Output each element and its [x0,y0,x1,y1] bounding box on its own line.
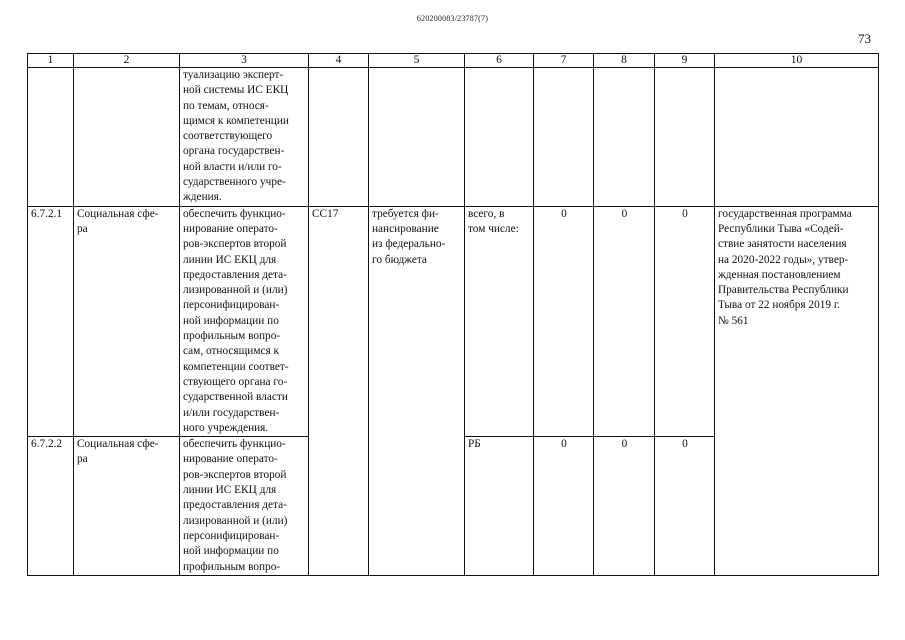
value-cell-8: 0 [594,437,655,576]
value-cell-8 [594,68,655,207]
value-cell-8: 0 [594,206,655,436]
column-header: 7 [534,54,594,68]
column-header: 1 [28,54,74,68]
page-number: 73 [858,31,871,46]
financing-cell [369,437,465,576]
measure-description-cell: обеспечить функцио- нирование операто- ров-экспертов второй линии ИС ЕКЦ для предоставления дета- лизированной и (или) персонифицирован- ной информации по профильным вопро- сам, относящимся к компетенции соответ- ствующего органа го- сударственной власти и/или государствен- ного учреждения. [180,206,309,436]
measure-description-cell: туализацию эксперт- ной системы ИС ЕКЦ по темам, относя- щимся к компетенции соответствующего органа государствен- ной власти и/или го- сударственного учре- ждения. [180,68,309,207]
code-cell [309,68,369,207]
funding-source-cell: всего, в том числе: [465,206,534,436]
table-row [28,206,879,436]
financing-cell [369,68,465,207]
sphere-cell: Социальная сфе- ра [74,206,180,436]
value-cell-7: 0 [534,206,594,436]
column-header: 5 [369,54,465,68]
funding-source-cell [465,68,534,207]
column-header: 4 [309,54,369,68]
program-reference-cell [715,437,879,576]
item-number-cell: 6.7.2.2 [28,437,74,576]
value-cell-7 [534,68,594,207]
program-reference-cell: государственная программа Республики Тыва «Содей- ствие занятости населения на 2020-2022 годы», утвер- жденная постановлением Правительства Республики Тыва от 22 ноября 2019 г. № 561 [715,206,879,436]
column-header: 3 [180,54,309,68]
item-number-cell: 6.7.2.1 [28,206,74,436]
value-cell-7: 0 [534,437,594,576]
program-reference-cell [715,68,879,207]
value-cell-9 [655,68,715,207]
column-header: 2 [74,54,180,68]
column-header: 10 [715,54,879,68]
code-cell: СС17 [309,206,369,436]
column-header: 8 [594,54,655,68]
main-table [27,53,879,576]
document-number: 620200083/23787(7) [416,14,489,23]
item-number-cell [28,68,74,207]
measure-description-cell: обеспечить функцио- нирование операто- ров-экспертов второй линии ИС ЕКЦ для предоставления дета- лизированной и (или) персонифицирован- ной информации по профильным вопро- [180,437,309,576]
financing-cell: требуется фи- нансирование из федерально- го бюджета [369,206,465,436]
table-row [28,437,879,576]
column-header: 9 [655,54,715,68]
sphere-cell [74,68,180,207]
header-row [28,54,879,68]
table-row [28,68,879,207]
code-cell [309,437,369,576]
column-header: 6 [465,54,534,68]
funding-source-cell: РБ [465,437,534,576]
value-cell-9: 0 [655,206,715,436]
value-cell-9: 0 [655,437,715,576]
sphere-cell: Социальная сфе- ра [74,437,180,576]
